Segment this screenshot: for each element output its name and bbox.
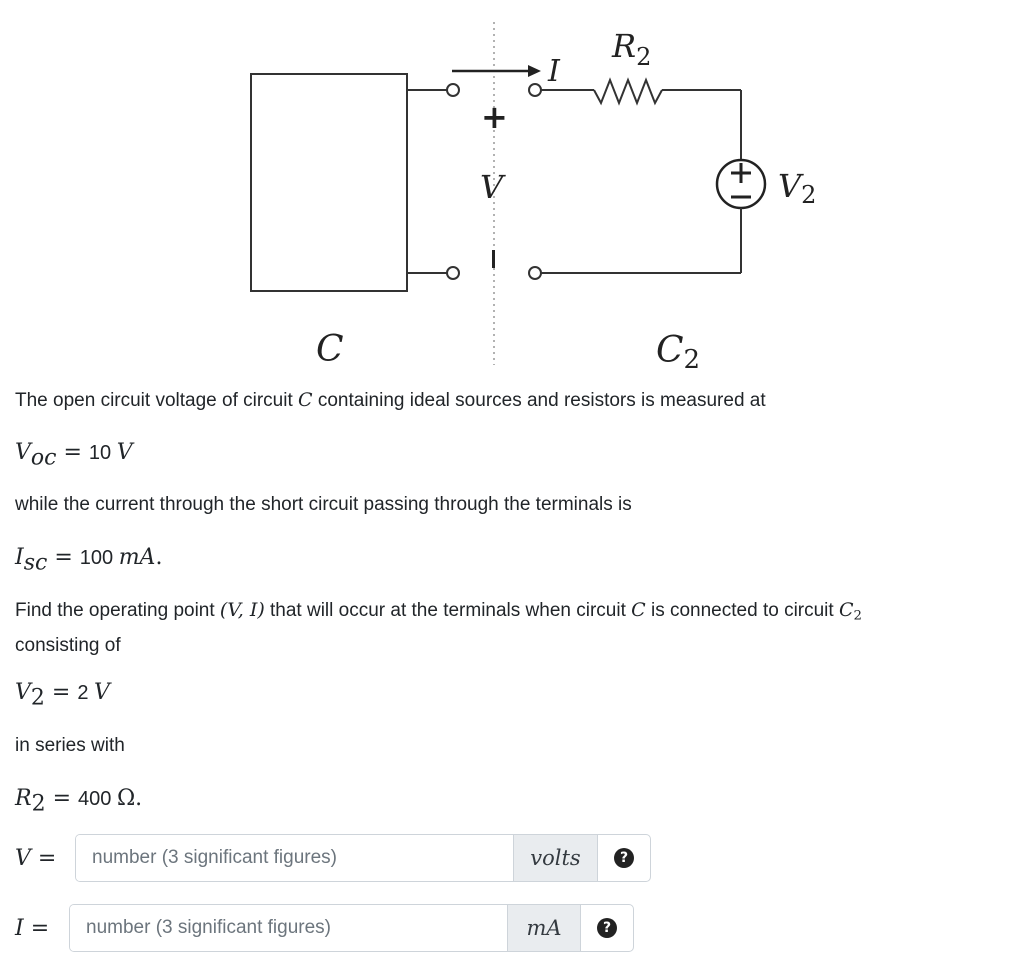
answer-row-current	[15, 905, 634, 951]
equation-voc: Voc = 10 V	[15, 440, 133, 471]
equation-isc: Isc = 100 mA.	[15, 545, 163, 576]
terminal	[447, 267, 459, 279]
voltage-input-group	[75, 834, 651, 882]
help-icon: ?	[614, 848, 634, 868]
voltage-input[interactable]	[76, 835, 513, 881]
circuit-diagram	[0, 0, 1024, 380]
resistor-r2	[594, 80, 662, 103]
current-unit: mA	[507, 905, 580, 951]
resistor-label: $R_2$	[612, 27, 652, 71]
minus-sign	[492, 250, 495, 268]
plus-sign: +	[481, 98, 508, 136]
circuit-c-label: C	[316, 329, 344, 370]
source-label: V2	[778, 167, 817, 209]
equation-r2: R2 = 400 Ω.	[15, 786, 143, 817]
current-arrowhead	[528, 65, 541, 77]
answer-row-voltage	[15, 835, 651, 881]
paragraph-short-circuit: while the current through the short circuit passing through the terminals is	[15, 494, 632, 515]
terminal	[529, 267, 541, 279]
paragraph-find-point: Find the operating point (V, I) that will occur at the terminals when circuit C is connected to circuit $C_2$ consisting of	[15, 599, 862, 657]
terminal	[529, 84, 541, 96]
current-help-button[interactable]	[580, 905, 633, 951]
help-icon: ?	[597, 918, 617, 938]
voltage-answer-label: V =	[15, 846, 57, 871]
current-answer-label: I =	[15, 916, 50, 941]
current-label: I	[548, 54, 560, 89]
current-input-group	[69, 904, 634, 952]
circuit-c-box	[251, 74, 407, 291]
circuit-c2-label: C2	[656, 330, 701, 375]
paragraph-open-circuit: The open circuit voltage of circuit C containing ideal sources and resistors is measured at	[15, 389, 766, 411]
voltage-label: V	[480, 168, 504, 206]
paragraph-series: in series with	[15, 735, 125, 756]
equation-v2: V2 = 2 V	[15, 680, 110, 711]
voltage-help-button[interactable]	[597, 835, 650, 881]
current-input[interactable]	[70, 905, 507, 951]
voltage-unit: volts	[513, 835, 597, 881]
terminal	[447, 84, 459, 96]
